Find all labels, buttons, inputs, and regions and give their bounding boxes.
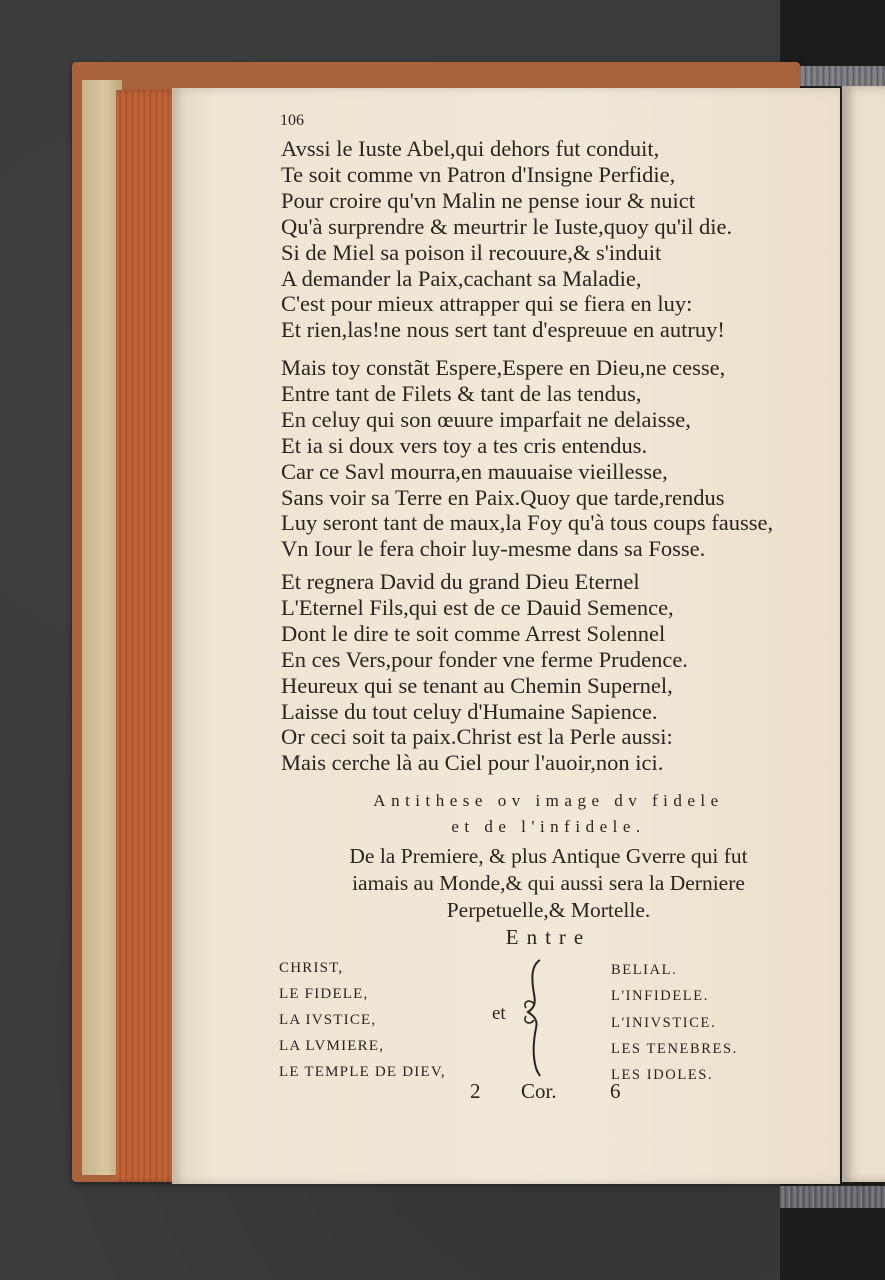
heading-line: Antithese ov image dv fidele	[373, 791, 724, 810]
list-item: LA LVMIERE,	[279, 1038, 385, 1054]
verse-line: Car ce Savl mourra,en mauuaise vieillesse,	[281, 458, 668, 484]
verse-line: C'est pour mieux attrapper qui se fiera en luy:	[281, 291, 693, 317]
verse-line: Qu'à surprendre & meurtrir le Iuste,quoy qu'il die.	[281, 213, 733, 239]
verse-line: Mais toy constãt Espere,Espere en Dieu,ne cesse,	[281, 355, 726, 380]
section-subtitle	[281, 843, 816, 924]
connector-et: et	[492, 1003, 506, 1024]
page-number: 106	[280, 112, 304, 129]
stanza-2	[281, 355, 816, 562]
verse-line: Sans voir sa Terre en Paix.Quoy que tarde,rendus	[281, 484, 725, 510]
reference-chapter-num: 2	[470, 1079, 481, 1103]
verse-line: En ces Vers,pour fonder vne ferme Prudence.	[281, 646, 688, 672]
verse-line: Avssi le Iuste Abel,qui dehors fut conduit,	[281, 136, 660, 161]
list-item: LE TEMPLE DE DIEV,	[279, 1064, 446, 1080]
list-item: BELIAL.	[611, 962, 678, 978]
verse-line: Laisse du tout celuy d'Humaine Sapience.	[281, 698, 658, 724]
subtitle-line: De la Premiere, & plus Antique Gverre qui fut	[349, 844, 748, 868]
subtitle-line: Perpetuelle,& Mortelle.	[446, 898, 651, 922]
headband	[800, 66, 885, 86]
section-heading	[281, 788, 816, 840]
facing-page	[842, 86, 885, 1182]
stanza-1	[281, 136, 816, 343]
verse-line: Luy seront tant de maux,la Foy qu'à tous coups fausse,	[281, 510, 774, 536]
verse-line: Pour croire qu'vn Malin ne pense iour & nuict	[281, 187, 695, 213]
list-item: LE FIDELE,	[279, 986, 369, 1002]
tailband	[780, 1186, 885, 1208]
verse-line: Et rien,las!ne nous sert tant d'espreuue en autruy!	[281, 317, 725, 343]
list-item: LES TENEBRES.	[611, 1040, 738, 1057]
verse-line: En celuy qui son œuure imparfait ne delaisse,	[281, 406, 691, 432]
subtitle-line: iamais au Monde,& qui aussi sera la Derniere	[352, 871, 745, 895]
verse-line: Entre tant de Filets & tant de las tendus,	[281, 380, 642, 406]
verse-line: Dont le dire te soit comme Arrest Solennel	[281, 620, 666, 646]
verse-line: Or ceci soit ta paix.Christ est la Perle aussi:	[281, 724, 673, 750]
verse-line: Si de Miel sa poison il recouure,& s'induit	[281, 239, 662, 265]
right-antithesis-list	[611, 957, 738, 1088]
verse-line: Mais cerche là au Ciel pour l'auoir,non ici.	[281, 750, 664, 776]
verse-line: Heureux qui se tenant au Chemin Supernel,	[281, 672, 673, 698]
verse-line: Vn Iour le fera choir luy-mesme dans sa Fosse.	[281, 536, 706, 562]
verse-line: L'Eternel Fils,qui est de ce Dauid Semence,	[281, 594, 674, 620]
verse-line: A demander la Paix,cachant sa Maladie,	[281, 265, 642, 291]
list-item: L'INIVSTICE.	[611, 1014, 717, 1031]
reference-verse: 6	[610, 1079, 621, 1103]
red-fore-edge	[116, 90, 178, 1182]
list-item: CHRIST,	[279, 960, 344, 976]
verse-line: Et regnera David du grand Dieu Eternel	[281, 569, 640, 594]
heading-line: et de l'infidele.	[451, 817, 646, 836]
entre-label: Entre	[505, 925, 592, 949]
list-item: L'INFIDELE.	[611, 988, 709, 1005]
list-item: LES IDOLES.	[611, 1067, 714, 1084]
verse-line: Te soit comme vn Patron d'Insigne Perfidie,	[281, 161, 676, 187]
brace-ornament	[512, 958, 552, 1078]
stanza-3	[281, 569, 816, 776]
left-antithesis-list	[279, 955, 446, 1085]
reference-book: Cor.	[521, 1079, 557, 1103]
list-item: LA IVSTICE,	[279, 1012, 377, 1028]
verse-line: Et ia si doux vers toy a tes cris entendus.	[281, 432, 648, 458]
